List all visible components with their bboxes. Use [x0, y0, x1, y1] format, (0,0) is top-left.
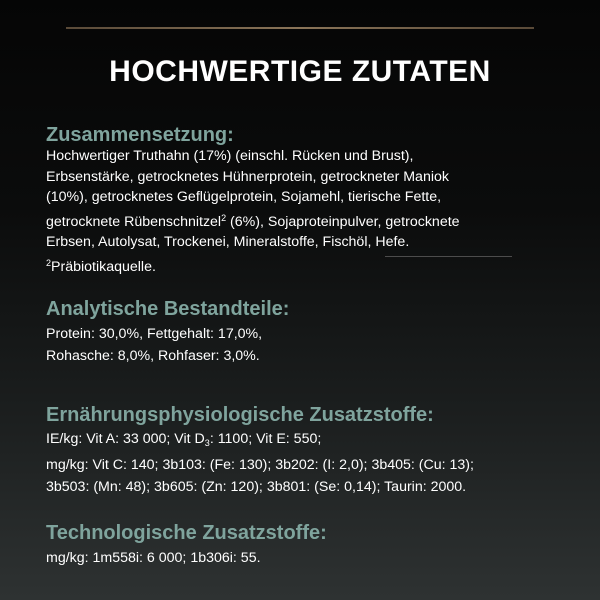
composition-heading: Zusammensetzung:: [46, 124, 234, 146]
footnote-text: Präbiotikaquelle.: [51, 258, 156, 275]
technological-heading: Technologische Zusatzstoffe:: [46, 522, 327, 544]
subscript-marker: 3: [204, 438, 210, 448]
footnote-marker: 2: [221, 212, 227, 223]
nutritional-line: 3b503: (Mn: 48); 3b605: (Zn: 120); 3b801: (Se: 0,14); Taurin: 2000.: [46, 479, 467, 495]
composition-section: [46, 124, 576, 278]
analytical-section: [46, 298, 576, 367]
composition-line: Erbsen, Autolysat, Trockenei, Mineralstoffe, Fischöl, Hefe.: [46, 234, 410, 251]
footnote-marker: 2: [46, 257, 52, 268]
composition-line: getrocknete Rübenschnitzel: [46, 213, 222, 230]
technological-text: [46, 548, 576, 569]
composition-text: [46, 146, 576, 278]
analytical-line: Rohasche: 8,0%, Rohfaser: 3,0%.: [46, 348, 260, 364]
composition-line: (10%), getrocknetes Geflügelprotein, Sojamehl, tierische Fette,: [46, 189, 442, 206]
composition-line: Hochwertiger Truthahn (17%) (einschl. Rücken und Brust),: [46, 148, 414, 164]
composition-line: (6%), Sojaproteinpulver, getrocknete: [226, 213, 460, 230]
analytical-heading: Analytische Bestandteile:: [46, 298, 290, 320]
technological-section: [46, 522, 576, 569]
nutritional-line: : 1100; Vit E: 550;: [209, 431, 322, 447]
technological-line: mg/kg: 1m558i: 6 000; 1b306i: 55.: [46, 550, 261, 566]
composition-line: Erbsenstärke, getrocknetes Hühnerprotein, getrockneter Maniok: [46, 168, 449, 185]
nutritional-text: [46, 428, 576, 498]
nutritional-line: mg/kg: Vit C: 140; 3b103: (Fe: 130); 3b202: (I: 2,0); 3b405: (Cu: 13);: [46, 457, 474, 473]
nutritional-section: [46, 404, 576, 498]
analytical-text: [46, 323, 576, 367]
top-decorative-rule: [66, 27, 534, 29]
divider-line: [385, 256, 512, 257]
page-title: HOCHWERTIGE ZUTATEN: [109, 55, 491, 88]
analytical-line: Protein: 30,0%, Fettgehalt: 17,0%,: [46, 326, 263, 342]
nutritional-line: IE/kg: Vit A: 33 000; Vit D: [46, 431, 205, 447]
nutritional-heading: Ernährungsphysiologische Zusatzstoffe:: [46, 404, 434, 426]
